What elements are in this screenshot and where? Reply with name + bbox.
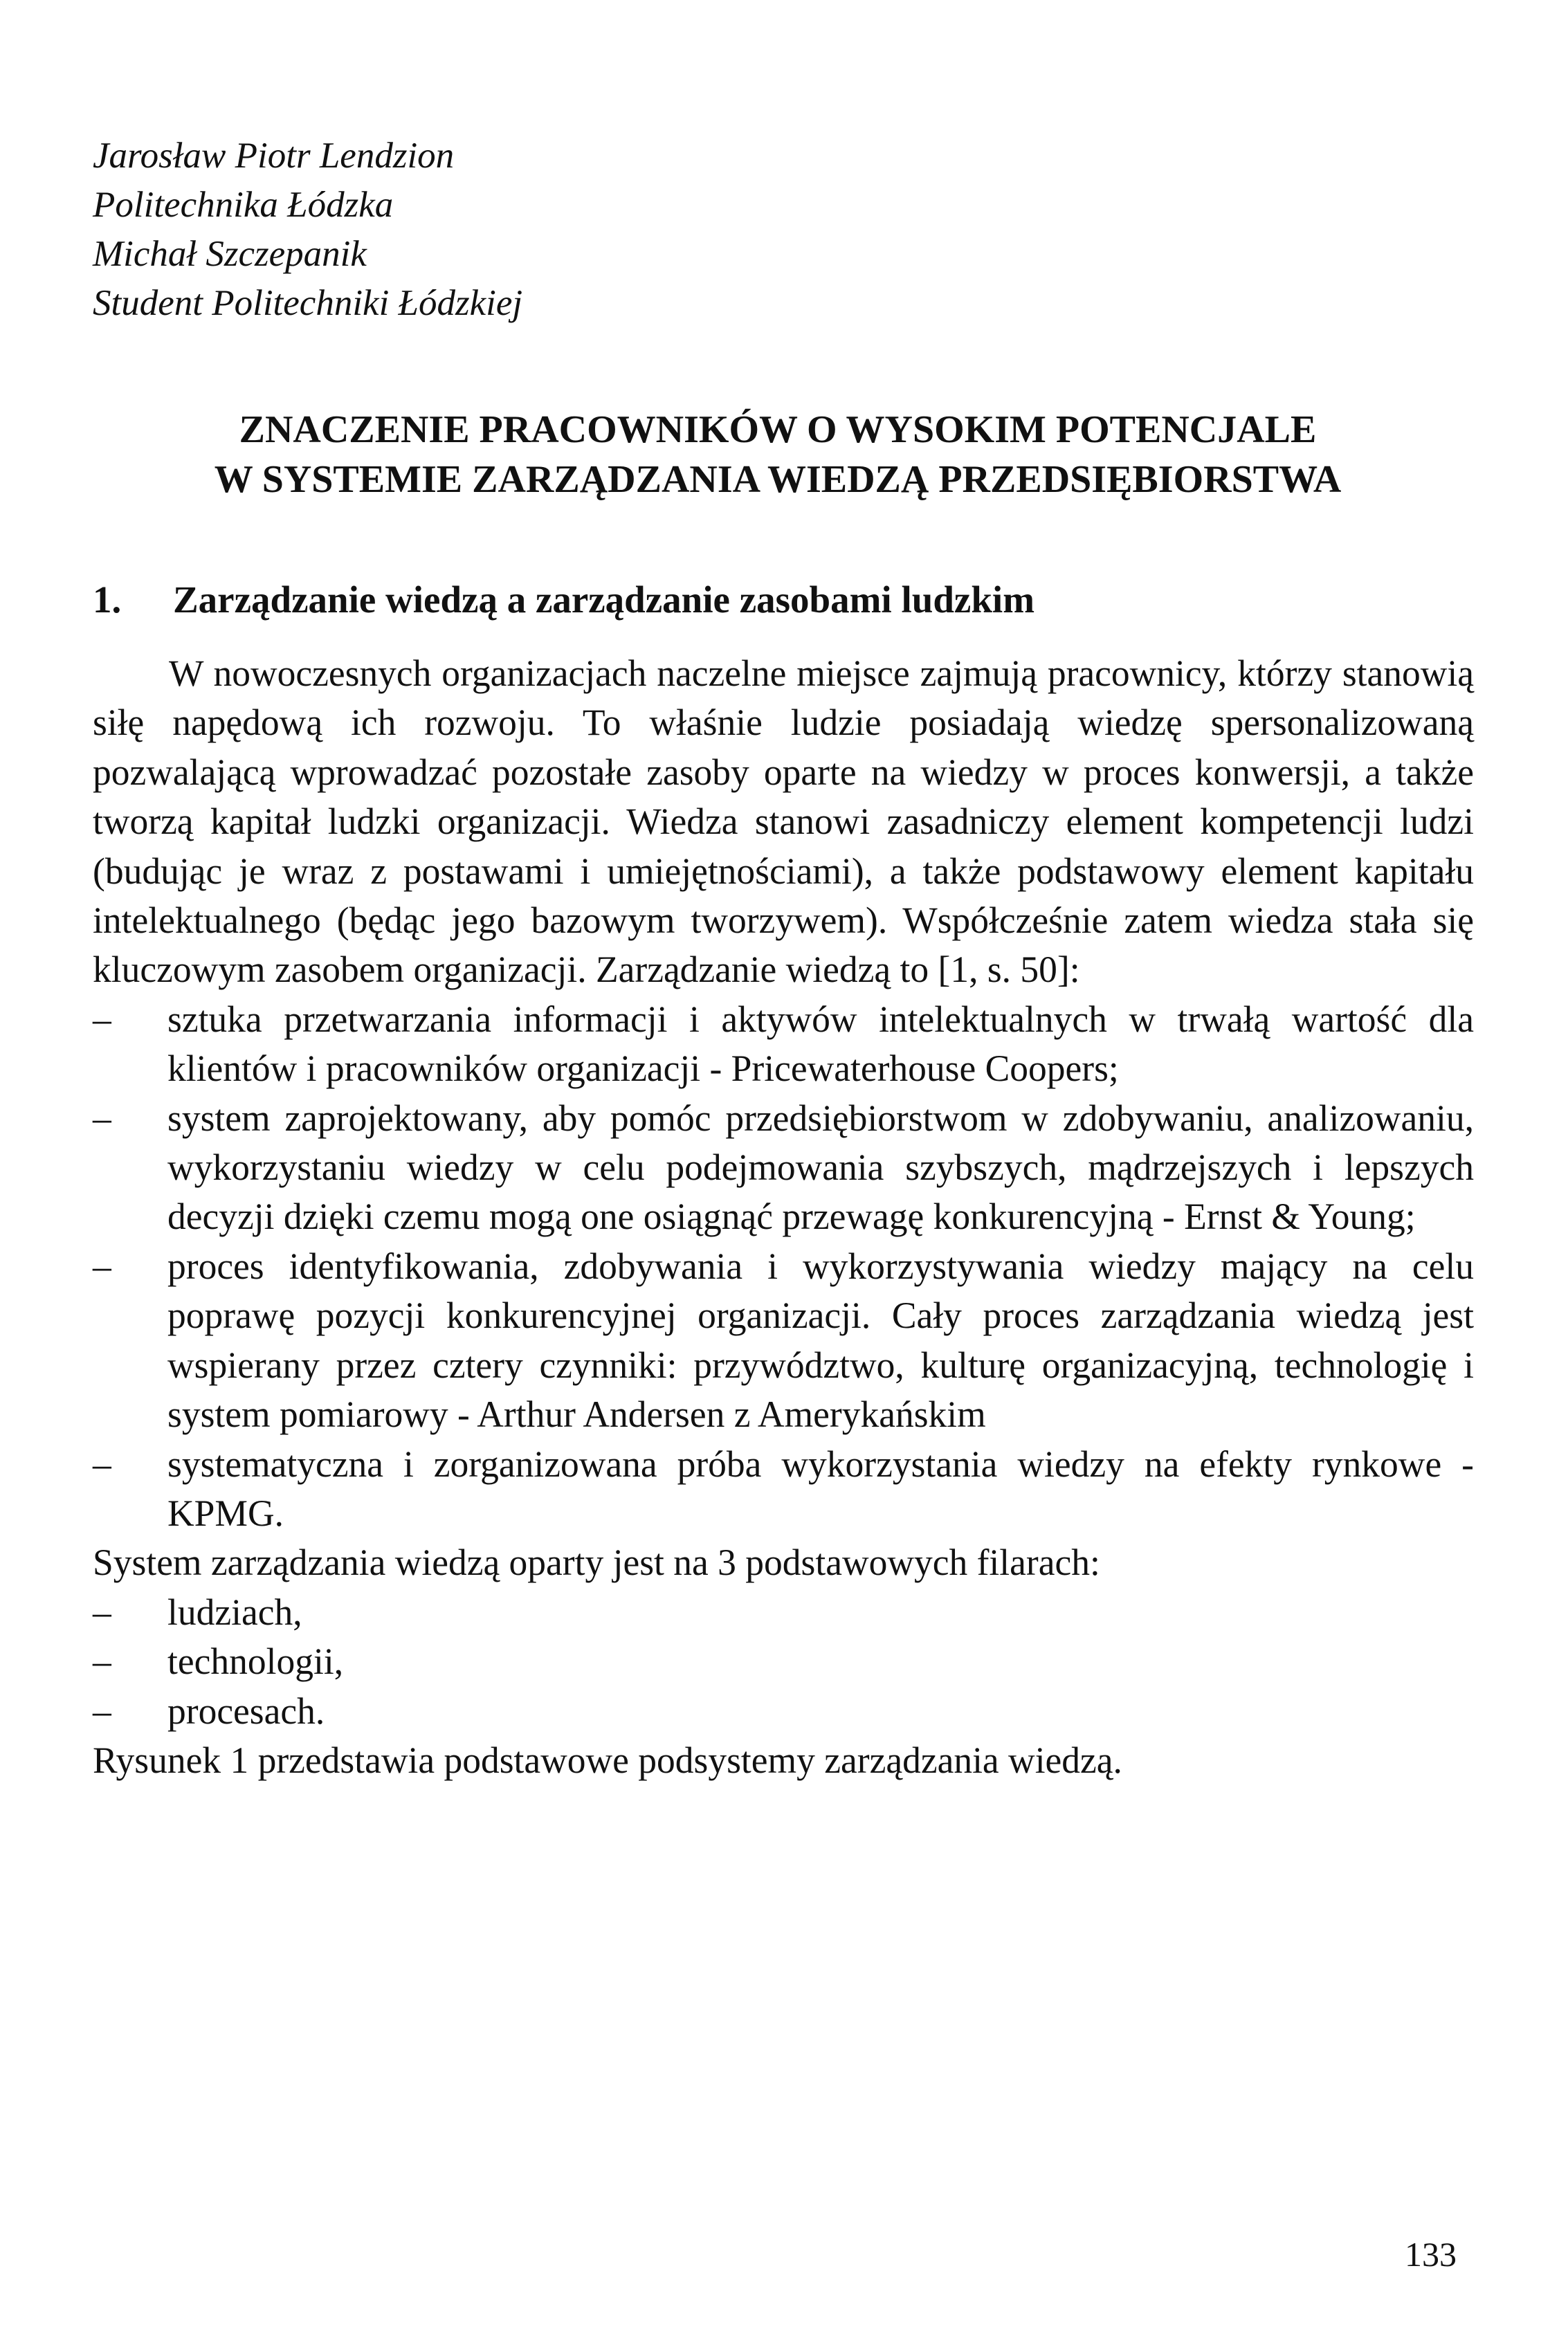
dash-bullet: –: [93, 1690, 111, 1732]
list-item-text: technologii,: [167, 1641, 344, 1683]
paper-title-line: ZNACZENIE PRACOWNIKÓW O WYSOKIM POTENCJALE: [239, 408, 1317, 451]
paper-title-line: W SYSTEMIE ZARZĄDZANIA WIEDZĄ PRZEDSIĘBIORSTWA: [214, 458, 1342, 501]
list-item: [93, 1094, 1474, 1242]
paragraph: W nowoczesnych organizacjach naczelne miejsce zajmują pracownicy, którzy stanowią siłę napędową ich rozwoju. To właśnie ludzie posiadają wiedzę spersonalizowaną pozwalającą wprowadzać pozostałe zasoby oparte na wiedzy w proces konwersji, a także tworzą kapitał ludzki organizacji. Wiedza stanowi zasadniczy element kompetencji ludzi (budując je wraz z postawami i umiejętnościami), a także podstawowy element kapitału intelektualnego (będąc jego bazowym tworzywem). Współcześnie zatem wiedza stała się kluczowym zasobem organizacji. Zarządzanie wiedzą to [1, s. 50]:: [93, 652, 1474, 991]
list-item: [93, 1687, 1474, 1736]
paragraph: Rysunek 1 przedstawia podstawowe podsystemy zarządzania wiedzą.: [93, 1739, 1122, 1781]
author-affiliation: Student Politechniki Łódzkiej: [93, 283, 523, 323]
list-item: [93, 1242, 1474, 1440]
definition-list: [93, 995, 1474, 1538]
list-item-text: systematyczna i zorganizowana próba wykorzystania wiedzy na efekty rynkowe - KPMG.: [167, 1443, 1474, 1534]
paper-title: [93, 405, 1463, 504]
dash-bullet: –: [93, 1245, 111, 1287]
list-item: [93, 995, 1474, 1094]
list-item-text: sztuka przetwarzania informacji i aktywów intelektualnych w trwałą wartość dla klientów i pracowników organizacji - Pricewaterhouse Coopers;: [167, 998, 1474, 1090]
dash-bullet: –: [93, 1443, 111, 1485]
dash-bullet: –: [93, 1097, 111, 1139]
list-item: [93, 1440, 1474, 1539]
list-item-text: ludziach,: [167, 1591, 302, 1633]
list-item: [93, 1637, 1474, 1686]
list-item-text: proces identyfikowania, zdobywania i wykorzystywania wiedzy mający na celu poprawę pozycji konkurencyjnej organizacji. Cały proces zarządzania wiedzą jest wspierany przez cztery czynniki: przywództwo, kulturę organizacyjną, technologię i system pomiarowy - Arthur Andersen z Amerykańskim: [167, 1245, 1474, 1436]
author-block: [93, 131, 522, 328]
page-number: 133: [1405, 2235, 1457, 2274]
body-text: [93, 649, 1474, 1785]
list-item-text: procesach.: [167, 1690, 325, 1732]
author-affiliation: Politechnika Łódzka: [93, 185, 394, 225]
pillar-list: [93, 1588, 1474, 1736]
paragraph: System zarządzania wiedzą oparty jest na 3 podstawowych filarach:: [93, 1542, 1100, 1584]
list-item: [93, 1588, 1474, 1637]
list-item-text: system zaprojektowany, aby pomóc przedsiębiorstwom w zdobywaniu, analizowaniu, wykorzystaniu wiedzy w celu podejmowania szybszych, mądrzejszych i lepszych decyzji dzięki czemu mogą one osiągnąć przewagę konkurencyjną - Ernst & Young;: [167, 1097, 1474, 1238]
dash-bullet: –: [93, 1591, 111, 1633]
section-heading: [93, 576, 1034, 624]
section-number: 1.: [93, 578, 122, 621]
author-name: Michał Szczepanik: [93, 234, 367, 274]
author-name: Jarosław Piotr Lendzion: [93, 136, 455, 176]
section-title: Zarządzanie wiedzą a zarządzanie zasobami ludzkim: [173, 578, 1035, 621]
dash-bullet: –: [93, 1641, 111, 1683]
dash-bullet: –: [93, 998, 111, 1040]
